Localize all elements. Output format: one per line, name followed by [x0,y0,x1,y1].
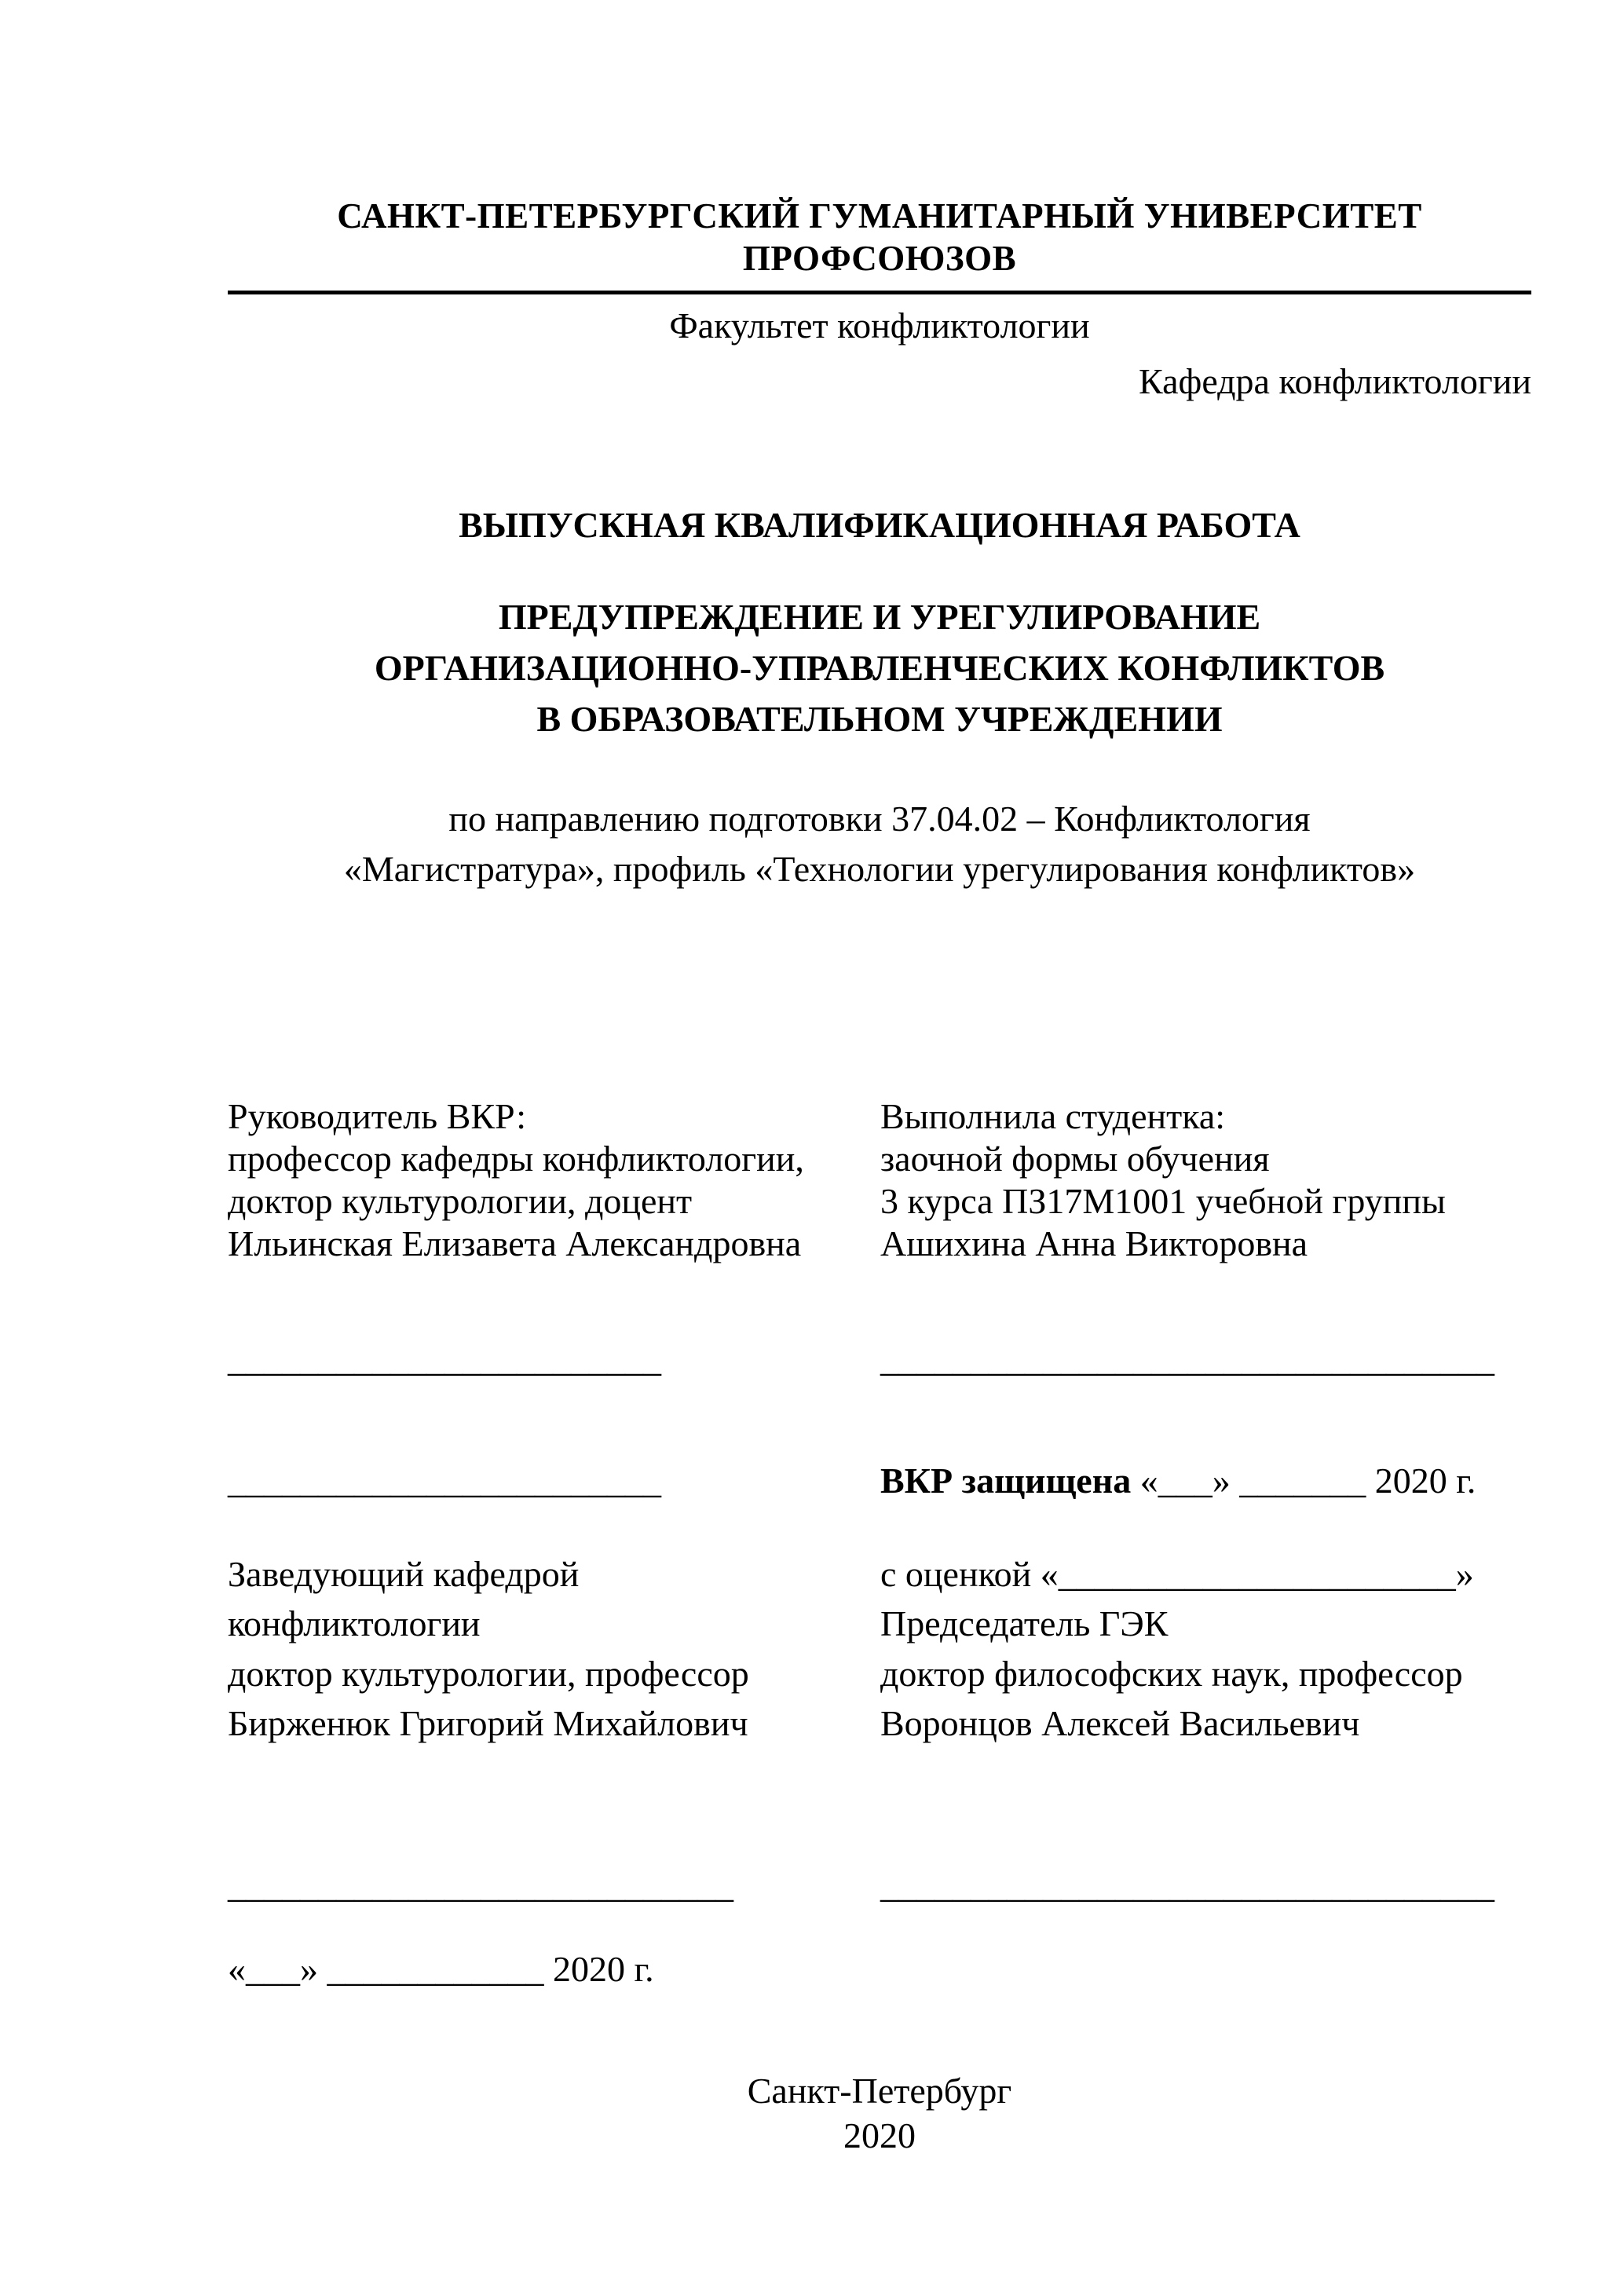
supervisor-signature-line: ________________________ [228,1338,661,1379]
footer-year: 2020 [843,2115,916,2156]
program-info [228,794,1531,895]
university-name: САНКТ-ПЕТЕРБУРГСКИЙ ГУМАНИТАРНЫЙ УНИВЕРСИТЕТ ПРОФСОЮЗОВ [228,195,1531,294]
committee-chair-role: Председатель ГЭК [880,1603,1169,1644]
grade-line: с оценкой «______________________» [880,1553,1474,1594]
date-row [228,1947,1531,1991]
student-signature-line: __________________________________ [880,1338,1494,1379]
committee-chair-signature-line: __________________________________ [880,1864,1494,1905]
work-type-title: ВЫПУСКНАЯ КВАЛИФИКАЦИОННАЯ РАБОТА [459,505,1300,546]
thesis-title-line-3: В ОБРАЗОВАТЕЛЬНОМ УЧРЕЖДЕНИИ [536,699,1223,740]
dept-head-signature-line-2: ____________________________ [228,1864,733,1905]
program-profile: «Магистратура», профиль «Технологии урегулирования конфликтов» [343,848,1416,889]
dept-head-block [228,1549,880,1749]
supervisor-role: Руководитель ВКР: [228,1096,527,1137]
thesis-title-line-2: ОРГАНИЗАЦИОННО-УПРАВЛЕНЧЕСКИХ КОНФЛИКТОВ [374,647,1385,688]
student-role: Выполнила студентка: [880,1096,1226,1137]
dept-head-date-line: «___» ____________ 2020 г. [228,1948,654,1989]
student-group: 3 курса ПЗ17М1001 учебной группы [880,1180,1446,1221]
people-row [228,1095,1531,1264]
student-study-form: заочной формы обучения [880,1139,1270,1179]
supervisor-name: Ильинская Елизавета Александровна [228,1223,802,1263]
faculty-name: Факультет конфликтологии [669,305,1090,345]
signature-row-1 [228,1337,1531,1380]
student-name: Ашихина Анна Викторовна [880,1223,1308,1263]
supervisor-block [228,1095,880,1264]
committee-block [880,1549,1531,1749]
supervisor-position: профессор кафедры конфликтологии, [228,1139,804,1179]
dept-head-name: Бирженюк Григорий Михайлович [228,1703,748,1744]
dept-head-signature-line-1: ________________________ [228,1460,661,1501]
dept-head-role-2: конфликтологии [228,1603,481,1644]
footer-city: Санкт-Петербург [747,2071,1012,2111]
signature-row-2 [228,1863,1531,1907]
officials-row [228,1549,1531,1749]
supervisor-degree: доктор культурологии, доцент [228,1180,693,1221]
defense-date-blanks: «___» _______ 2020 г. [1131,1460,1476,1501]
dept-head-degree: доктор культурологии, профессор [228,1653,749,1694]
defense-date-line [880,1459,1531,1502]
student-block [880,1095,1531,1264]
defense-row [228,1459,1531,1502]
thesis-title-line-1: ПРЕДУПРЕЖДЕНИЕ И УРЕГУЛИРОВАНИЕ [498,596,1261,637]
dept-head-role-1: Заведующий кафедрой [228,1553,580,1594]
thesis-title [228,591,1531,745]
program-direction: по направлению подготовки 37.04.02 – Конфликтология [448,798,1311,839]
committee-chair-name: Воронцов Алексей Васильевич [880,1703,1360,1744]
department-name: Кафедра конфликтологии [1139,361,1531,402]
defense-label: ВКР защищена [880,1460,1132,1501]
committee-chair-degree: доктор философских наук, профессор [880,1653,1463,1694]
